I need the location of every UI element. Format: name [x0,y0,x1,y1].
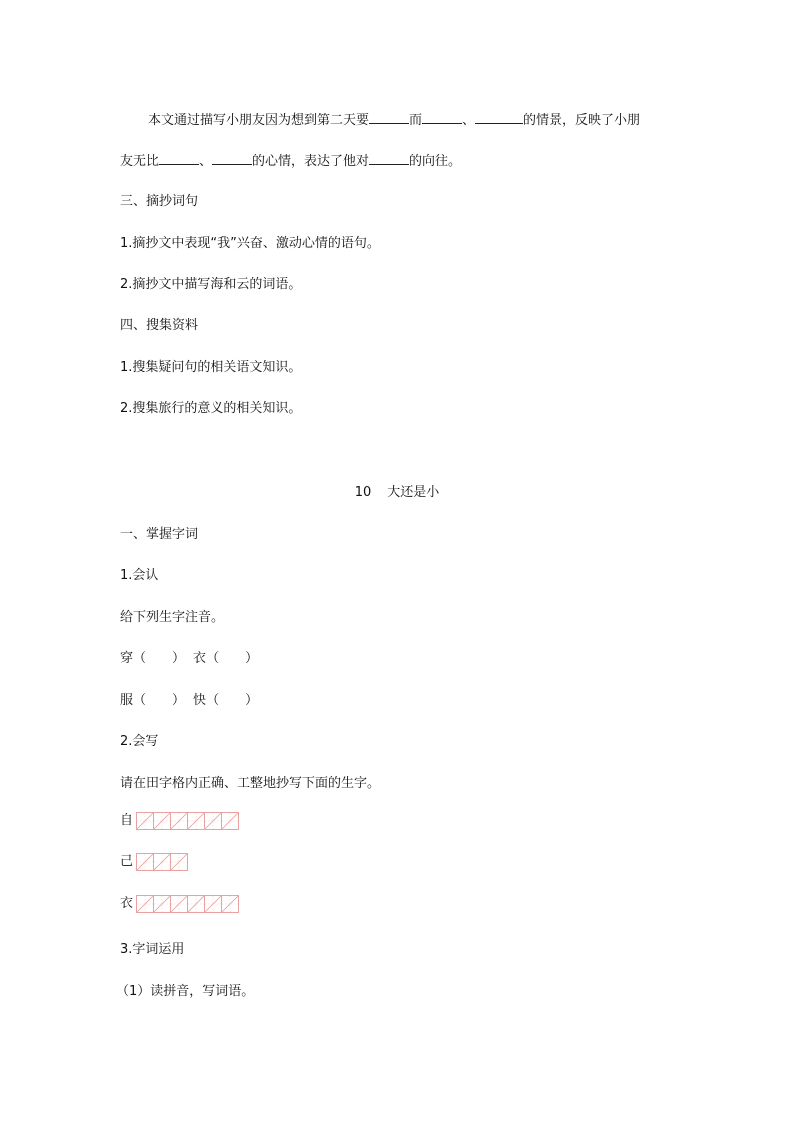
tianzige-cell[interactable] [221,895,239,913]
paren-open: （ [133,693,147,708]
writing-grid-row [120,853,187,871]
tianzige-cell[interactable] [170,812,188,830]
fill-blank[interactable] [369,111,409,124]
summary-text: 、 [199,154,213,169]
tianzige-cell[interactable] [221,812,239,830]
subheading: 2.会写 [120,734,159,749]
lesson-number: 10 [354,485,372,500]
lesson-name: 大还是小 [387,485,440,500]
fill-blank[interactable] [422,111,462,124]
grid-char: 自 [120,813,134,828]
list-item: 1.摘抄文中表现“我”兴奋、激动心情的语句。 [120,236,380,251]
list-item: 1.搜集疑问句的相关语文知识。 [120,360,302,375]
tianzige-cell[interactable] [153,812,171,830]
summary-line-2 [120,152,461,170]
subheading: 3.字词运用 [120,942,185,957]
tianzige-cell[interactable] [153,853,171,871]
summary-text: 、 [462,113,476,128]
paren-open: （ [133,651,147,666]
paren-open: （ [206,693,220,708]
tianzige-cell[interactable] [136,853,154,871]
fill-blank[interactable] [159,152,199,165]
tianzige-cell[interactable] [170,853,188,871]
paren-close: ） [172,651,186,666]
section-heading: 一、掌握字词 [120,527,199,542]
grid-char: 己 [120,854,134,869]
paren-open: （ [206,651,220,666]
tianzige-cell[interactable] [187,812,205,830]
tianzige-cell[interactable] [204,895,222,913]
summary-text: 而 [409,113,423,128]
fill-blank[interactable] [475,111,523,124]
tianzige-cell[interactable] [153,895,171,913]
char: 穿 [120,651,134,666]
writing-grid-row [120,895,238,913]
summary-text: 友无比 [120,154,160,169]
subheading: 1.会认 [120,568,159,583]
instruction: 请在田字格内正确、工整地抄写下面的生字。 [120,776,381,791]
fill-blank[interactable] [369,152,409,165]
tianzige-cell[interactable] [170,895,188,913]
tianzige-cell[interactable] [136,895,154,913]
char: 衣 [193,651,207,666]
paren-close: ） [245,693,259,708]
section-heading: 三、摘抄词句 [120,194,199,209]
pinyin-row [120,651,258,667]
char: 服 [120,693,134,708]
summary-text: 的心情，表达了他对 [252,154,370,169]
tianzige-cells[interactable] [136,853,187,871]
writing-grid-row [120,812,238,830]
summary-text: 本文通过描写小朋友因为想到第二天要 [148,113,370,128]
paren-close: ） [245,651,259,666]
instruction: （1）读拼音，写词语。 [116,984,255,999]
summary-line-1 [148,111,640,129]
grid-char: 衣 [120,896,134,911]
tianzige-cell[interactable] [136,812,154,830]
list-item: 2.摘抄文中描写海和云的词语。 [120,277,302,292]
summary-text: 的向往。 [409,154,462,169]
lesson-title [0,485,794,501]
summary-text: 的情景，反映了小朋 [523,113,641,128]
tianzige-cell[interactable] [204,812,222,830]
fill-blank[interactable] [212,152,252,165]
tianzige-cells[interactable] [136,812,238,830]
tianzige-cells[interactable] [136,895,238,913]
tianzige-cell[interactable] [187,895,205,913]
char: 快 [193,693,207,708]
paren-close: ） [172,693,186,708]
section-heading: 四、搜集资料 [120,318,199,333]
list-item: 2.搜集旅行的意义的相关知识。 [120,401,302,416]
instruction: 给下列生字注音。 [120,610,225,625]
pinyin-row [120,693,258,709]
